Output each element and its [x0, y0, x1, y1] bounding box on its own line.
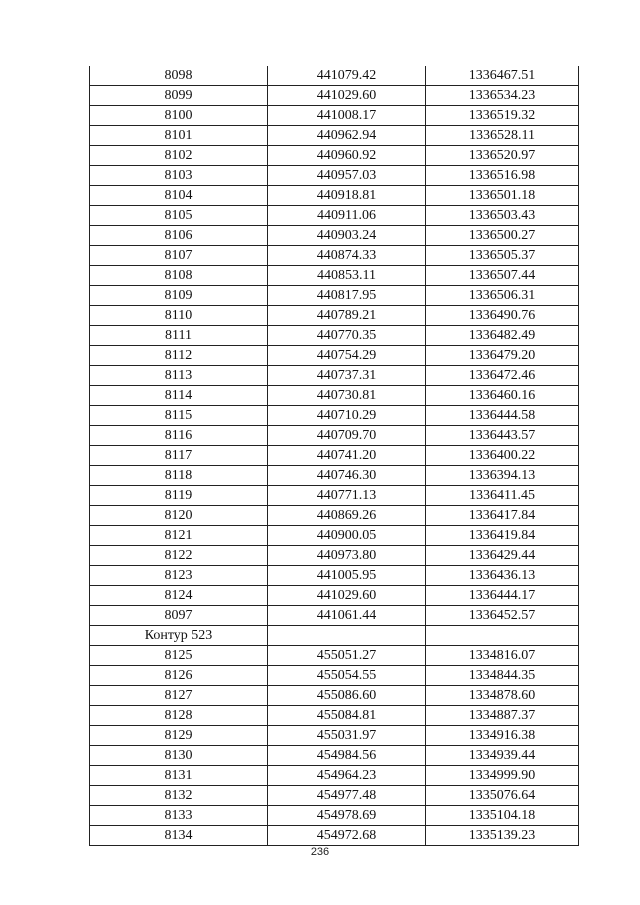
x-coordinate-cell: 454964.23 — [268, 766, 426, 786]
y-coordinate-cell: 1336460.16 — [426, 386, 579, 406]
table-row — [90, 486, 579, 506]
table-row — [90, 406, 579, 426]
y-coordinate-cell: 1336452.57 — [426, 606, 579, 626]
point-number-cell: 8104 — [90, 186, 268, 206]
x-coordinate-cell — [268, 626, 426, 646]
point-number-cell: 8111 — [90, 326, 268, 346]
y-coordinate-cell: 1336503.43 — [426, 206, 579, 226]
y-coordinate-cell: 1336444.58 — [426, 406, 579, 426]
y-coordinate-cell: 1334939.44 — [426, 746, 579, 766]
page-number: 236 — [310, 846, 330, 858]
y-coordinate-cell: 1336500.27 — [426, 226, 579, 246]
point-number-cell: 8108 — [90, 266, 268, 286]
table-row — [90, 446, 579, 466]
table-row — [90, 506, 579, 526]
y-coordinate-cell: 1334844.35 — [426, 666, 579, 686]
y-coordinate-cell: 1336417.84 — [426, 506, 579, 526]
x-coordinate-cell: 441005.95 — [268, 566, 426, 586]
x-coordinate-cell: 454978.69 — [268, 806, 426, 826]
table-row — [90, 746, 579, 766]
x-coordinate-cell: 440957.03 — [268, 166, 426, 186]
y-coordinate-cell: 1336482.49 — [426, 326, 579, 346]
table-row — [90, 106, 579, 126]
table-row — [90, 806, 579, 826]
y-coordinate-cell: 1336444.17 — [426, 586, 579, 606]
point-number-cell: 8109 — [90, 286, 268, 306]
y-coordinate-cell: 1334916.38 — [426, 726, 579, 746]
table-row — [90, 826, 579, 846]
table-row — [90, 546, 579, 566]
point-number-cell: 8118 — [90, 466, 268, 486]
y-coordinate-cell: 1336520.97 — [426, 146, 579, 166]
x-coordinate-cell: 440746.30 — [268, 466, 426, 486]
table-row — [90, 606, 579, 626]
y-coordinate-cell: 1336528.11 — [426, 126, 579, 146]
table-row — [90, 306, 579, 326]
x-coordinate-cell: 440960.92 — [268, 146, 426, 166]
y-coordinate-cell: 1336490.76 — [426, 306, 579, 326]
point-number-cell: 8106 — [90, 226, 268, 246]
y-coordinate-cell: 1336506.31 — [426, 286, 579, 306]
x-coordinate-cell: 440737.31 — [268, 366, 426, 386]
x-coordinate-cell: 454977.48 — [268, 786, 426, 806]
point-number-cell: 8128 — [90, 706, 268, 726]
coordinates-table — [89, 66, 579, 846]
x-coordinate-cell: 440874.33 — [268, 246, 426, 266]
point-number-cell: 8133 — [90, 806, 268, 826]
point-number-cell: 8101 — [90, 126, 268, 146]
x-coordinate-cell: 441061.44 — [268, 606, 426, 626]
table-row — [90, 326, 579, 346]
x-coordinate-cell: 440853.11 — [268, 266, 426, 286]
table-row — [90, 146, 579, 166]
y-coordinate-cell — [426, 626, 579, 646]
x-coordinate-cell: 440918.81 — [268, 186, 426, 206]
x-coordinate-cell: 440973.80 — [268, 546, 426, 566]
table-row — [90, 226, 579, 246]
x-coordinate-cell: 440911.06 — [268, 206, 426, 226]
point-number-cell: 8098 — [90, 66, 268, 86]
table-row — [90, 686, 579, 706]
y-coordinate-cell: 1336516.98 — [426, 166, 579, 186]
table-row — [90, 646, 579, 666]
y-coordinate-cell: 1335104.18 — [426, 806, 579, 826]
y-coordinate-cell: 1335139.23 — [426, 826, 579, 846]
y-coordinate-cell: 1336507.44 — [426, 266, 579, 286]
table-row — [90, 166, 579, 186]
point-number-cell: 8103 — [90, 166, 268, 186]
x-coordinate-cell: 455086.60 — [268, 686, 426, 706]
x-coordinate-cell: 440771.13 — [268, 486, 426, 506]
y-coordinate-cell: 1334999.90 — [426, 766, 579, 786]
point-number-cell: 8122 — [90, 546, 268, 566]
point-number-cell: 8099 — [90, 86, 268, 106]
table-row — [90, 626, 579, 646]
point-number-cell: 8107 — [90, 246, 268, 266]
table-row — [90, 266, 579, 286]
point-number-cell: 8131 — [90, 766, 268, 786]
x-coordinate-cell: 440903.24 — [268, 226, 426, 246]
x-coordinate-cell: 440789.21 — [268, 306, 426, 326]
y-coordinate-cell: 1336419.84 — [426, 526, 579, 546]
x-coordinate-cell: 440900.05 — [268, 526, 426, 546]
x-coordinate-cell: 440709.70 — [268, 426, 426, 446]
point-number-cell: 8134 — [90, 826, 268, 846]
point-number-cell: 8117 — [90, 446, 268, 466]
y-coordinate-cell: 1334878.60 — [426, 686, 579, 706]
x-coordinate-cell: 441029.60 — [268, 86, 426, 106]
point-number-cell: 8110 — [90, 306, 268, 326]
point-number-cell: 8113 — [90, 366, 268, 386]
y-coordinate-cell: 1336501.18 — [426, 186, 579, 206]
y-coordinate-cell: 1334816.07 — [426, 646, 579, 666]
x-coordinate-cell: 440770.35 — [268, 326, 426, 346]
point-number-cell: 8120 — [90, 506, 268, 526]
point-number-cell: 8102 — [90, 146, 268, 166]
table-row — [90, 706, 579, 726]
point-number-cell: 8097 — [90, 606, 268, 626]
y-coordinate-cell: 1336467.51 — [426, 66, 579, 86]
x-coordinate-cell: 441029.60 — [268, 586, 426, 606]
table-row — [90, 386, 579, 406]
table-row — [90, 666, 579, 686]
y-coordinate-cell: 1336443.57 — [426, 426, 579, 446]
x-coordinate-cell: 440962.94 — [268, 126, 426, 146]
x-coordinate-cell: 454984.56 — [268, 746, 426, 766]
x-coordinate-cell: 440817.95 — [268, 286, 426, 306]
x-coordinate-cell: 440754.29 — [268, 346, 426, 366]
y-coordinate-cell: 1336505.37 — [426, 246, 579, 266]
point-number-cell: Контур 523 — [90, 626, 268, 646]
point-number-cell: 8126 — [90, 666, 268, 686]
point-number-cell: 8105 — [90, 206, 268, 226]
point-number-cell: 8119 — [90, 486, 268, 506]
table-row — [90, 526, 579, 546]
x-coordinate-cell: 454972.68 — [268, 826, 426, 846]
y-coordinate-cell: 1336534.23 — [426, 86, 579, 106]
y-coordinate-cell: 1335076.64 — [426, 786, 579, 806]
table-row — [90, 726, 579, 746]
x-coordinate-cell: 440710.29 — [268, 406, 426, 426]
point-number-cell: 8100 — [90, 106, 268, 126]
x-coordinate-cell: 455031.97 — [268, 726, 426, 746]
y-coordinate-cell: 1336429.44 — [426, 546, 579, 566]
x-coordinate-cell: 455084.81 — [268, 706, 426, 726]
table-row — [90, 126, 579, 146]
point-number-cell: 8115 — [90, 406, 268, 426]
table-row — [90, 786, 579, 806]
point-number-cell: 8121 — [90, 526, 268, 546]
table-row — [90, 366, 579, 386]
table-row — [90, 346, 579, 366]
table-row — [90, 246, 579, 266]
table-row — [90, 426, 579, 446]
y-coordinate-cell: 1334887.37 — [426, 706, 579, 726]
x-coordinate-cell: 440869.26 — [268, 506, 426, 526]
table-row — [90, 286, 579, 306]
table-row — [90, 566, 579, 586]
table-row — [90, 66, 579, 86]
y-coordinate-cell: 1336394.13 — [426, 466, 579, 486]
coordinates-table-body — [90, 66, 579, 846]
point-number-cell: 8132 — [90, 786, 268, 806]
y-coordinate-cell: 1336400.22 — [426, 446, 579, 466]
point-number-cell: 8130 — [90, 746, 268, 766]
y-coordinate-cell: 1336472.46 — [426, 366, 579, 386]
y-coordinate-cell: 1336519.32 — [426, 106, 579, 126]
table-row — [90, 466, 579, 486]
point-number-cell: 8112 — [90, 346, 268, 366]
point-number-cell: 8116 — [90, 426, 268, 446]
x-coordinate-cell: 455054.55 — [268, 666, 426, 686]
y-coordinate-cell: 1336411.45 — [426, 486, 579, 506]
point-number-cell: 8127 — [90, 686, 268, 706]
y-coordinate-cell: 1336436.13 — [426, 566, 579, 586]
table-row — [90, 86, 579, 106]
table-row — [90, 586, 579, 606]
x-coordinate-cell: 441079.42 — [268, 66, 426, 86]
point-number-cell: 8123 — [90, 566, 268, 586]
point-number-cell: 8125 — [90, 646, 268, 666]
x-coordinate-cell: 455051.27 — [268, 646, 426, 666]
table-row — [90, 206, 579, 226]
x-coordinate-cell: 440730.81 — [268, 386, 426, 406]
point-number-cell: 8129 — [90, 726, 268, 746]
x-coordinate-cell: 440741.20 — [268, 446, 426, 466]
point-number-cell: 8114 — [90, 386, 268, 406]
point-number-cell: 8124 — [90, 586, 268, 606]
table-row — [90, 186, 579, 206]
x-coordinate-cell: 441008.17 — [268, 106, 426, 126]
table-row — [90, 766, 579, 786]
y-coordinate-cell: 1336479.20 — [426, 346, 579, 366]
